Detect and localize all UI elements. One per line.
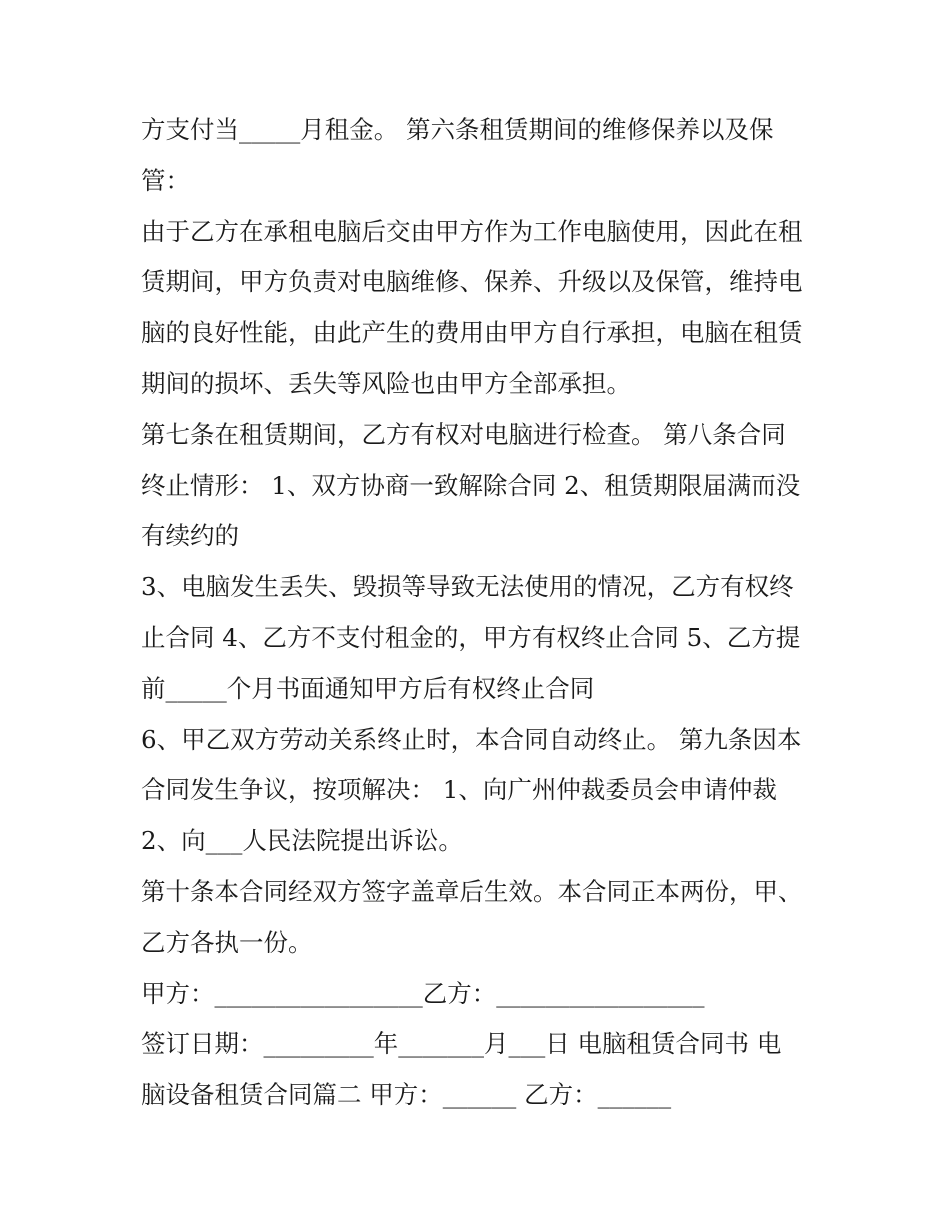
text-line: 合同发生争议，按项解决： 1、向广州仲裁委员会申请仲裁 [141, 775, 777, 805]
text-line: 3、电脑发生丢失、毁损等导致无法使用的情况，乙方有权终 [141, 572, 794, 602]
text-line: 6、甲乙双方劳动关系终止时，本合同自动终止。 第九条因本 [141, 724, 802, 754]
text-line: 终止情形： 1、双方协商一致解除合同 2、租赁期限届满而没 [141, 470, 801, 500]
text-line: 赁期间，甲方负责对电脑维修、保养、升级以及保管，维持电 [141, 267, 803, 297]
text-line: 止合同 4、乙方不支付租金的，甲方有权终止合同 5、乙方提 [141, 622, 801, 652]
signature-line: 甲方：_________________乙方：_________________ [141, 978, 705, 1008]
text-line: 2、向___人民法院提出诉讼。 [141, 826, 463, 856]
text-line: 期间的损坏、丢失等风险也由甲方全部承担。 [141, 368, 631, 398]
text-line: 脑设备租赁合同篇二 甲方：______ 乙方：______ [141, 1080, 672, 1110]
text-line: 乙方各执一份。 [141, 927, 313, 957]
signing-date-line: 签订日期：_________年_______月___日 电脑租赁合同书 电 [141, 1029, 782, 1059]
text-line: 方支付当_____月租金。 第六条租赁期间的维修保养以及保 [141, 115, 774, 144]
text-line: 第七条在租赁期间，乙方有权对电脑进行检查。 第八条合同 [141, 419, 786, 449]
text-line: 由于乙方在承租电脑后交由甲方作为工作电脑使用，因此在租 [141, 216, 803, 246]
text-line: 脑的良好性能，由此产生的费用由甲方自行承担，电脑在租赁 [141, 318, 803, 348]
contract-text [141, 105, 821, 1121]
text-line: 有续约的 [141, 521, 239, 551]
text-line: 管： [141, 165, 190, 195]
text-line: 第十条本合同经双方签字盖章后生效。本合同正本两份，甲、 [141, 876, 803, 906]
text-line: 前_____个月书面通知甲方后有权终止合同 [141, 673, 595, 703]
